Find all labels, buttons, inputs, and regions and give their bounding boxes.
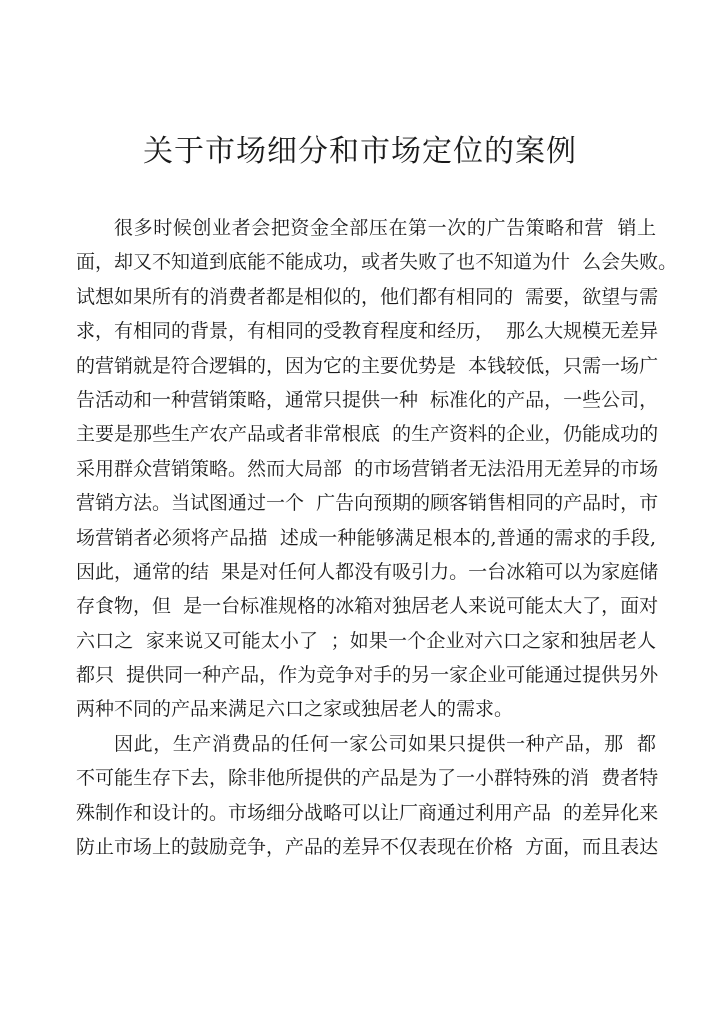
text-line: 因此，通常的结 果是对任何人都没有吸引力。一台冰箱可以为家庭储 — [76, 560, 659, 583]
text-line: 六口之 家来说又可能太小了 ；如果一个企业对六口之家和独居老人 — [76, 629, 656, 652]
text-line: 场营销者必须将产品描 述成一种能够满足根本的,普通的需求的手段, — [76, 526, 656, 549]
text-line: 很多时候创业者会把资金全部压在第一次的广告策略和营 销上 — [114, 217, 656, 239]
text-line: 存食物，但 是一台标准规格的冰箱对独居老人来说可能太大了，面对 — [76, 595, 659, 618]
text-line: 试想如果所有的消费者都是相似的，他们都有相同的 需要，欲望与需 — [76, 285, 659, 308]
text-line: 的营销就是符合逻辑的，因为它的主要优势是 本钱较低，只需一场广 — [76, 354, 659, 377]
text-line: 殊制作和设计的。市场细分战略可以让厂商通过利用产品 的差异化来 — [76, 801, 659, 824]
text-line: 防止市场上的鼓励竞争，产品的差异不仅表现在价格 方面，而且表达 — [76, 836, 659, 859]
paragraph-1 — [76, 211, 678, 727]
paragraph-2 — [76, 727, 659, 865]
text-line: 不可能生存下去，除非他所提供的产品是为了一小群特殊的消 费者特 — [76, 767, 659, 790]
text-line: 两种不同的产品来满足六口之家或独居老人的需求。 — [76, 698, 514, 721]
text-line: 求，有相同的背景，有相同的受教育程度和经历， 那么大规模无差异 — [76, 320, 659, 343]
document-title: 关于市场细分和市场定位的案例 — [143, 134, 577, 169]
text-line: 因此，生产消费品的任何一家公司如果只提供一种产品，那 都 — [114, 732, 656, 755]
text-line: 采用群众营销策略。然而大局部 的市场营销者无法沿用无差异的市场 — [76, 457, 659, 480]
text-line: 营销方法。当试图通过一个 广告向预期的顾客销售相同的产品时，市 — [76, 492, 659, 515]
text-line: 面，却又不知道到底能不能成功，或者失败了也不知道为什 么会失败。 — [76, 251, 678, 274]
document-body — [76, 211, 678, 864]
text-line: 告活动和一种营销策略，通常只提供一种 标准化的产品，一些公司， — [76, 388, 659, 411]
text-line: 主要是那些生产农产品或者非常根底 的生产资料的企业，仍能成功的 — [76, 423, 659, 446]
text-line: 都只 提供同一种产品，作为竞争对手的另一家企业可能通过提供另外 — [76, 664, 659, 687]
